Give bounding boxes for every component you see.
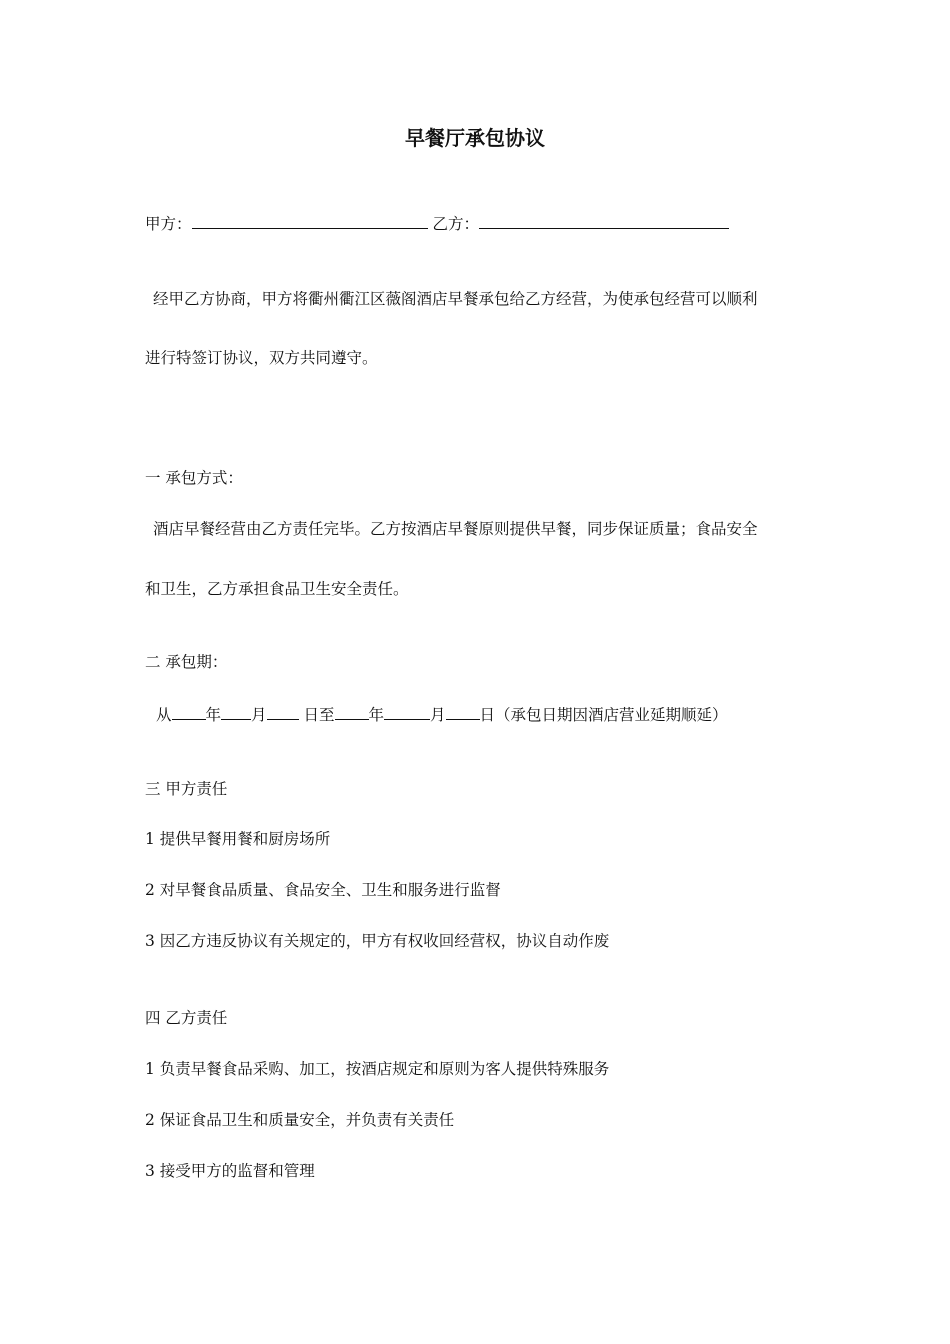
start-month-blank	[221, 703, 251, 720]
period-day-note: 日（承包日期因酒店营业延期顺延）	[479, 706, 728, 724]
start-year-blank	[172, 703, 206, 720]
period-year-1: 年	[205, 706, 222, 724]
section-4-heading: 四 乙方责任	[145, 1009, 228, 1027]
section-1-line-1: 酒店早餐经营由乙方责任完毕。乙方按酒店早餐原则提供早餐，同步保证质量；食品安全	[153, 520, 758, 538]
end-year-blank	[335, 703, 369, 720]
document-title: 早餐厅承包协议	[405, 126, 545, 150]
section-1-line-2: 和卫生，乙方承担食品卫生安全责任。	[145, 580, 409, 598]
intro-line-2: 进行特签订协议，双方共同遵守。	[145, 349, 378, 367]
start-day-blank	[267, 703, 299, 720]
period-day-to: 日至	[303, 706, 335, 724]
parties-line	[145, 212, 729, 234]
intro-line-1: 经甲乙方协商，甲方将衢州衢江区薇阁酒店早餐承包给乙方经营，为使承包经营可以顺利	[153, 290, 758, 308]
party-a-blank	[192, 212, 428, 229]
section-3-heading: 三 甲方责任	[145, 780, 228, 798]
list-item: 2 对早餐食品质量、食品安全、卫生和服务进行监督	[145, 881, 501, 899]
list-item: 3 接受甲方的监督和管理	[145, 1162, 315, 1180]
period-month-2: 月	[430, 706, 446, 724]
list-item: 1 负责早餐食品采购、加工，按酒店规定和原则为客人提供特殊服务	[145, 1060, 610, 1078]
period-month-1: 月	[251, 706, 267, 724]
end-day-blank	[446, 703, 480, 720]
period-from: 从	[156, 706, 172, 724]
period-year-2: 年	[368, 706, 385, 724]
party-b-blank	[479, 212, 729, 229]
party-a-label: 甲方：	[145, 215, 192, 233]
list-item: 3 因乙方违反协议有关规定的，甲方有权收回经营权，协议自动作废	[145, 932, 610, 950]
section-1-heading: 一 承包方式：	[145, 469, 243, 487]
list-item: 2 保证食品卫生和质量安全，并负责有关责任	[145, 1111, 455, 1129]
list-item: 1 提供早餐用餐和厨房场所	[145, 830, 331, 848]
contract-period-line	[156, 703, 728, 725]
section-2-heading: 二 承包期：	[145, 653, 228, 671]
party-b-label: 乙方：	[432, 215, 479, 233]
end-month-blank	[384, 703, 430, 720]
